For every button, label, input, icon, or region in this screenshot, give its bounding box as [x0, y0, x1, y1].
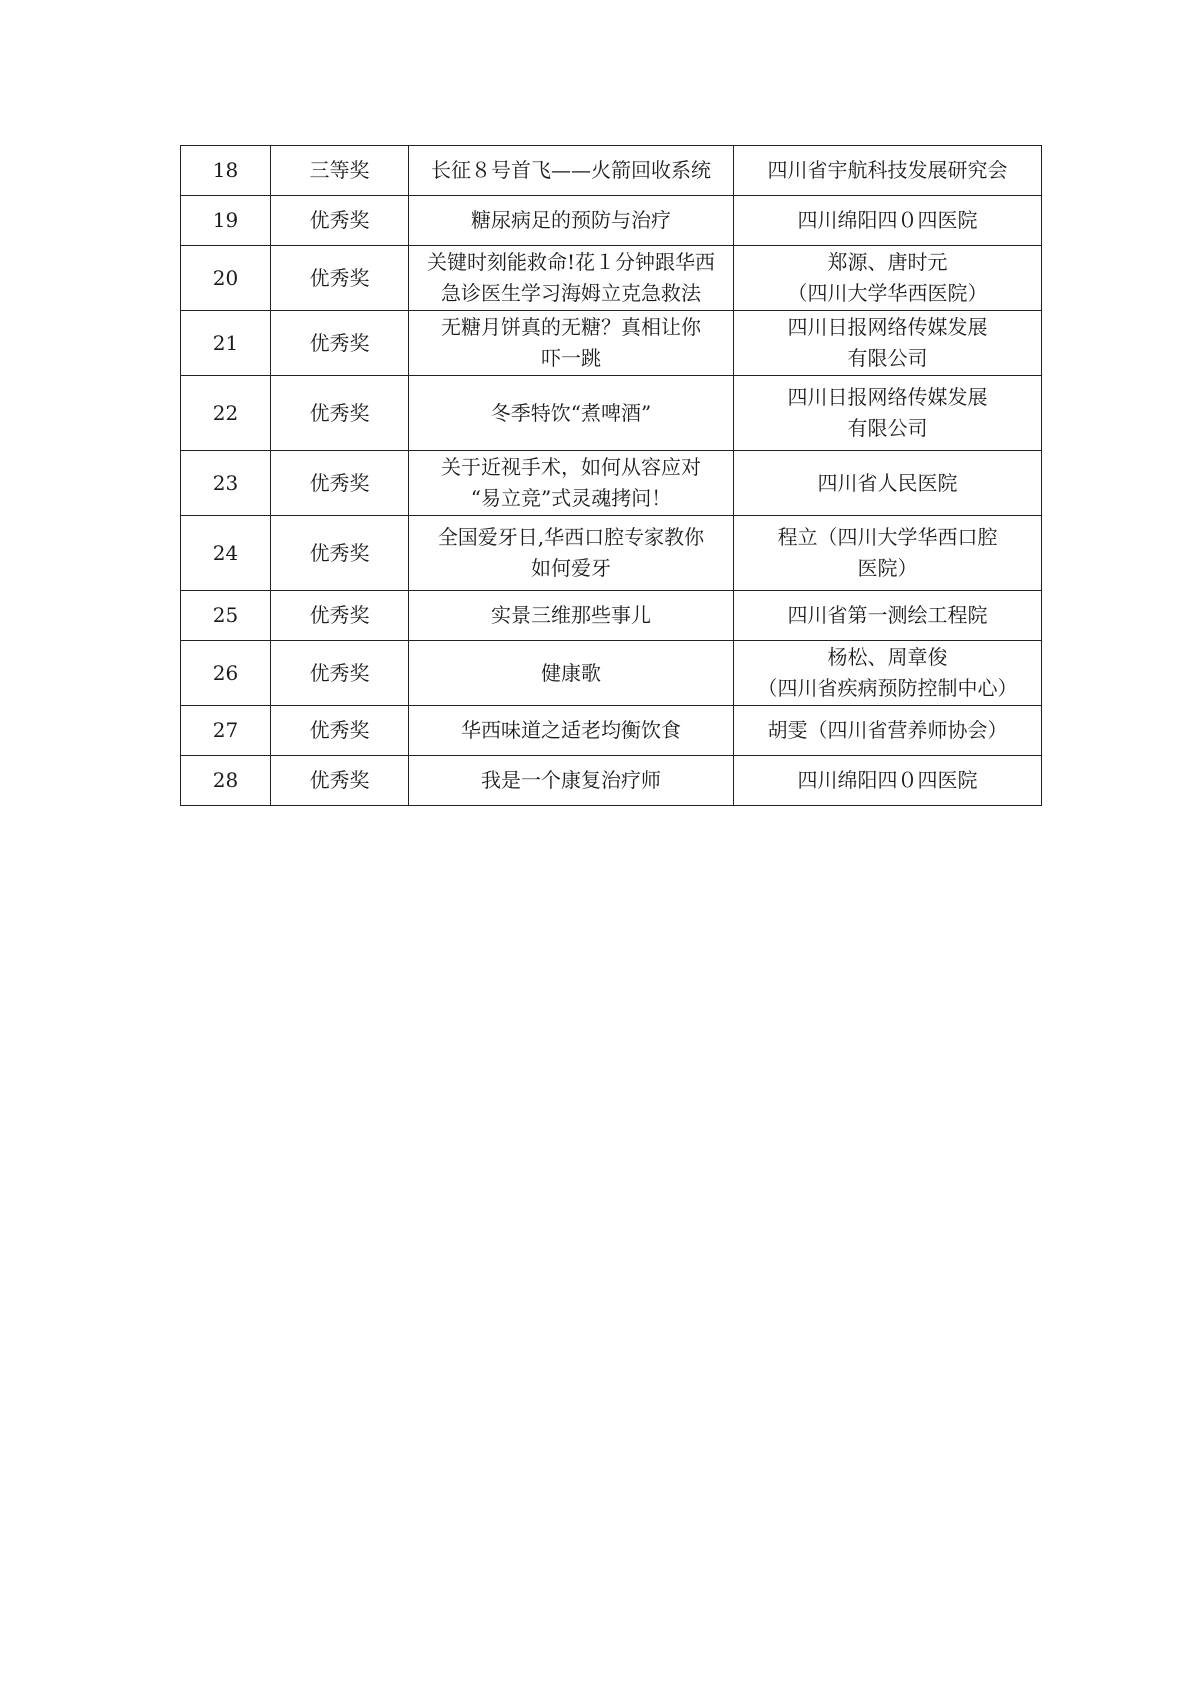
organization [734, 311, 1042, 376]
organization-line: 郑源、唐时元 [827, 250, 948, 274]
row-number: 18 [181, 146, 271, 196]
row-number: 26 [181, 641, 271, 706]
row-number: 25 [181, 591, 271, 641]
awards-table-body [181, 146, 1042, 806]
award-level: 三等奖 [271, 146, 409, 196]
work-title [409, 146, 734, 196]
table-row [181, 146, 1042, 196]
work-title [409, 196, 734, 246]
award-level: 优秀奖 [271, 196, 409, 246]
table-row [181, 591, 1042, 641]
work-title-line: 糖尿病足的预防与治疗 [471, 208, 671, 232]
organization-line: 四川省第一测绘工程院 [787, 603, 988, 627]
organization [734, 146, 1042, 196]
row-number: 28 [181, 756, 271, 806]
table-row [181, 706, 1042, 756]
table-row [181, 311, 1042, 376]
work-title-line: 吓一跳 [541, 346, 601, 370]
organization-line: 医院） [857, 556, 918, 580]
table-row [181, 196, 1042, 246]
work-title-line: 健康歌 [541, 660, 601, 685]
work-title [409, 376, 734, 451]
award-level: 优秀奖 [271, 246, 409, 311]
work-title-line: 实景三维那些事儿 [491, 603, 651, 627]
organization-line: 胡雯（四川省营养师协会） [767, 718, 1008, 742]
organization [734, 451, 1042, 516]
awards-table [180, 145, 1042, 806]
row-number: 24 [181, 516, 271, 591]
table-row [181, 756, 1042, 806]
work-title [409, 706, 734, 756]
award-level: 优秀奖 [271, 591, 409, 641]
work-title-line: 急诊医生学习海姆立克急救法 [441, 281, 701, 305]
work-title [409, 756, 734, 806]
work-title [409, 516, 734, 591]
work-title-line: 关键时刻能救命!花１分钟跟华西 [426, 250, 716, 274]
table-row [181, 376, 1042, 451]
organization-line: 程立（四川大学华西口腔 [777, 525, 998, 549]
row-number: 21 [181, 311, 271, 376]
organization [734, 756, 1042, 806]
organization [734, 706, 1042, 756]
work-title-line: 关于近视手术，如何从容应对 [441, 455, 701, 479]
work-title-line: 全国爱牙日,华西口腔专家教你 [437, 525, 705, 549]
row-number: 20 [181, 246, 271, 311]
award-level: 优秀奖 [271, 706, 409, 756]
work-title [409, 591, 734, 641]
organization-line: 杨松、周章俊 [827, 645, 948, 669]
organization [734, 376, 1042, 451]
work-title-line: 长征８号首飞——火箭回收系统 [431, 158, 711, 182]
row-number: 19 [181, 196, 271, 246]
work-title-line: “易立竞”式灵魂拷问！ [470, 486, 672, 510]
award-level: 优秀奖 [271, 516, 409, 591]
organization [734, 516, 1042, 591]
table-row [181, 516, 1042, 591]
organization-line: 有限公司 [847, 416, 928, 440]
table-row [181, 246, 1042, 311]
organization-line: 四川省人民医院 [817, 470, 958, 495]
work-title-line: 华西味道之适老均衡饮食 [461, 718, 681, 742]
work-title [409, 451, 734, 516]
award-level: 优秀奖 [271, 641, 409, 706]
organization-line: 四川日报网络传媒发展 [787, 385, 988, 409]
work-title-line: 无糖月饼真的无糖？真相让你 [441, 315, 701, 339]
organization-line: 四川绵阳四０四医院 [797, 768, 978, 792]
organization [734, 196, 1042, 246]
organization-line: （四川大学华西医院） [787, 281, 988, 305]
work-title-line: 如何爱牙 [531, 556, 611, 580]
award-level: 优秀奖 [271, 311, 409, 376]
table-row [181, 451, 1042, 516]
organization [734, 641, 1042, 706]
row-number: 22 [181, 376, 271, 451]
work-title-line: 我是一个康复治疗师 [481, 768, 661, 792]
table-row [181, 641, 1042, 706]
organization [734, 246, 1042, 311]
award-level: 优秀奖 [271, 376, 409, 451]
organization-line: 四川绵阳四０四医院 [797, 208, 978, 232]
row-number: 27 [181, 706, 271, 756]
organization-line: 有限公司 [847, 346, 928, 370]
organization-line: 四川省宇航科技发展研究会 [767, 158, 1008, 182]
award-level: 优秀奖 [271, 451, 409, 516]
work-title-line: 冬季特饮“煮啤酒” [490, 400, 652, 425]
organization-line: 四川日报网络传媒发展 [787, 315, 988, 339]
award-level: 优秀奖 [271, 756, 409, 806]
work-title [409, 311, 734, 376]
organization-line: （四川省疾病预防控制中心） [757, 676, 1018, 700]
row-number: 23 [181, 451, 271, 516]
work-title [409, 641, 734, 706]
organization [734, 591, 1042, 641]
work-title [409, 246, 734, 311]
